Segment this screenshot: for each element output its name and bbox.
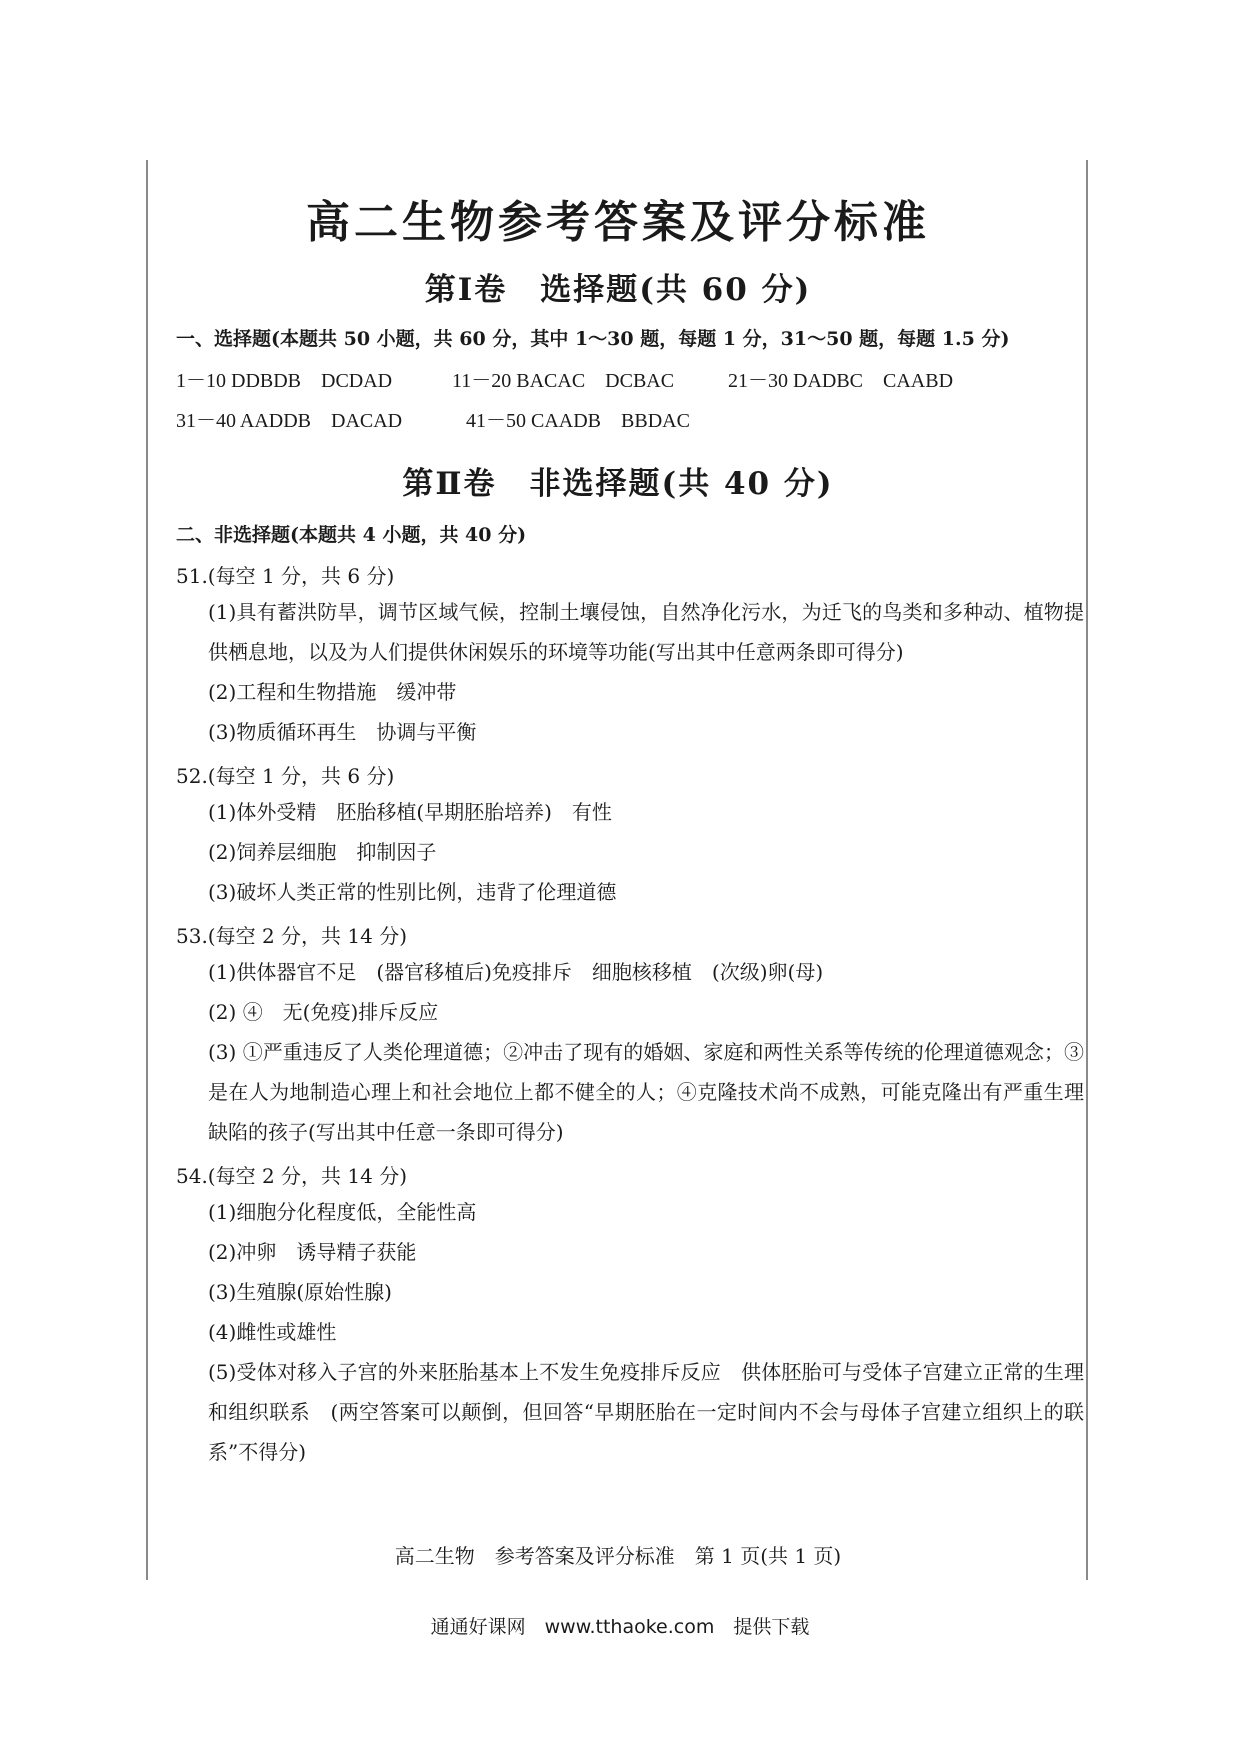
- section1-heading: 一、选择题(本题共 50 小题，共 60 分，其中 1～30 题，每题 1 分，31～50 题，每题 1.5 分): [176, 328, 1010, 350]
- q54-answer-1: (1)细胞分化程度低，全能性高: [208, 1200, 477, 1224]
- mc-group-11-20: 11－20 BACAC DCBAC: [452, 370, 675, 392]
- q54-answer-2: (2)冲卵 诱导精子获能: [208, 1240, 417, 1264]
- q53-answer-3: (3) ①严重违反了人类伦理道德；②冲击了现有的婚姻、家庭和两性关系等传统的伦理道德观念；③是在人为地制造心理上和社会地位上都不健全的人；④克隆技术尚不成熟，可能克隆出有严重生理缺陷的孩子(写出其中任意一条即可得分): [208, 1040, 1084, 1144]
- section2-heading: 二、非选择题(本题共 4 小题，共 40 分): [176, 524, 527, 546]
- page-title: 高二生物参考答案及评分标准: [306, 197, 930, 248]
- q54-answer-3: (3)生殖腺(原始性腺): [208, 1280, 392, 1304]
- section2-title: 第Ⅱ卷 非选择题(共 40 分): [402, 466, 834, 502]
- q51-answer-2: (2)工程和生物措施 缓冲带: [208, 680, 457, 704]
- right-border-line: [1086, 160, 1088, 1580]
- q52-answer-3: (3)破坏人类正常的性别比例，违背了伦理道德: [208, 880, 617, 904]
- q54-header: 54.(每空 2 分，共 14 分): [176, 1164, 408, 1188]
- mc-group-41-50: 41－50 CAADB BBDAC: [466, 410, 690, 432]
- q54-answer-5: (5)受体对移入子宫的外来胚胎基本上不发生免疫排斥反应 供体胚胎可与受体子宫建立正常的生理和组织联系 (两空答案可以颠倒，但回答“早期胚胎在一定时间内不会与母体子宫建立组织上的联系”不得分): [208, 1360, 1084, 1464]
- q51-header: 51.(每空 1 分，共 6 分): [176, 564, 395, 588]
- section1-title: 第Ⅰ卷 选择题(共 60 分): [424, 272, 812, 308]
- mc-group-31-40: 31－40 AADDB DACAD: [176, 410, 403, 432]
- q51-answer-1: (1)具有蓄洪防旱，调节区域气候，控制土壤侵蚀，自然净化污水，为迁飞的鸟类和多种动、植物提供栖息地，以及为人们提供休闲娱乐的环境等功能(写出其中任意两条即可得分): [208, 600, 1084, 664]
- page-footer: 高二生物 参考答案及评分标准 第 1 页(共 1 页): [394, 1544, 842, 1568]
- q53-header: 53.(每空 2 分，共 14 分): [176, 924, 408, 948]
- download-credit: 通通好课网 www.tthaoke.com 提供下载: [430, 1616, 810, 1638]
- q53-answer-1: (1)供体器官不足 (器官移植后)免疫排斥 细胞核移植 (次级)卵(母): [208, 960, 824, 984]
- q53-answer-2: (2) ④ 无(免疫)排斥反应: [208, 1000, 439, 1024]
- q52-header: 52.(每空 1 分，共 6 分): [176, 764, 395, 788]
- q52-answer-1: (1)体外受精 胚胎移植(早期胚胎培养) 有性: [208, 800, 612, 824]
- mc-group-1-10: 1－10 DDBDB DCDAD: [176, 370, 393, 392]
- q54-answer-4: (4)雌性或雄性: [208, 1320, 337, 1344]
- left-border-line: [146, 160, 148, 1580]
- mc-group-21-30: 21－30 DADBC CAABD: [728, 370, 954, 392]
- q52-answer-2: (2)饲养层细胞 抑制因子: [208, 840, 437, 864]
- q51-answer-3: (3)物质循环再生 协调与平衡: [208, 720, 477, 744]
